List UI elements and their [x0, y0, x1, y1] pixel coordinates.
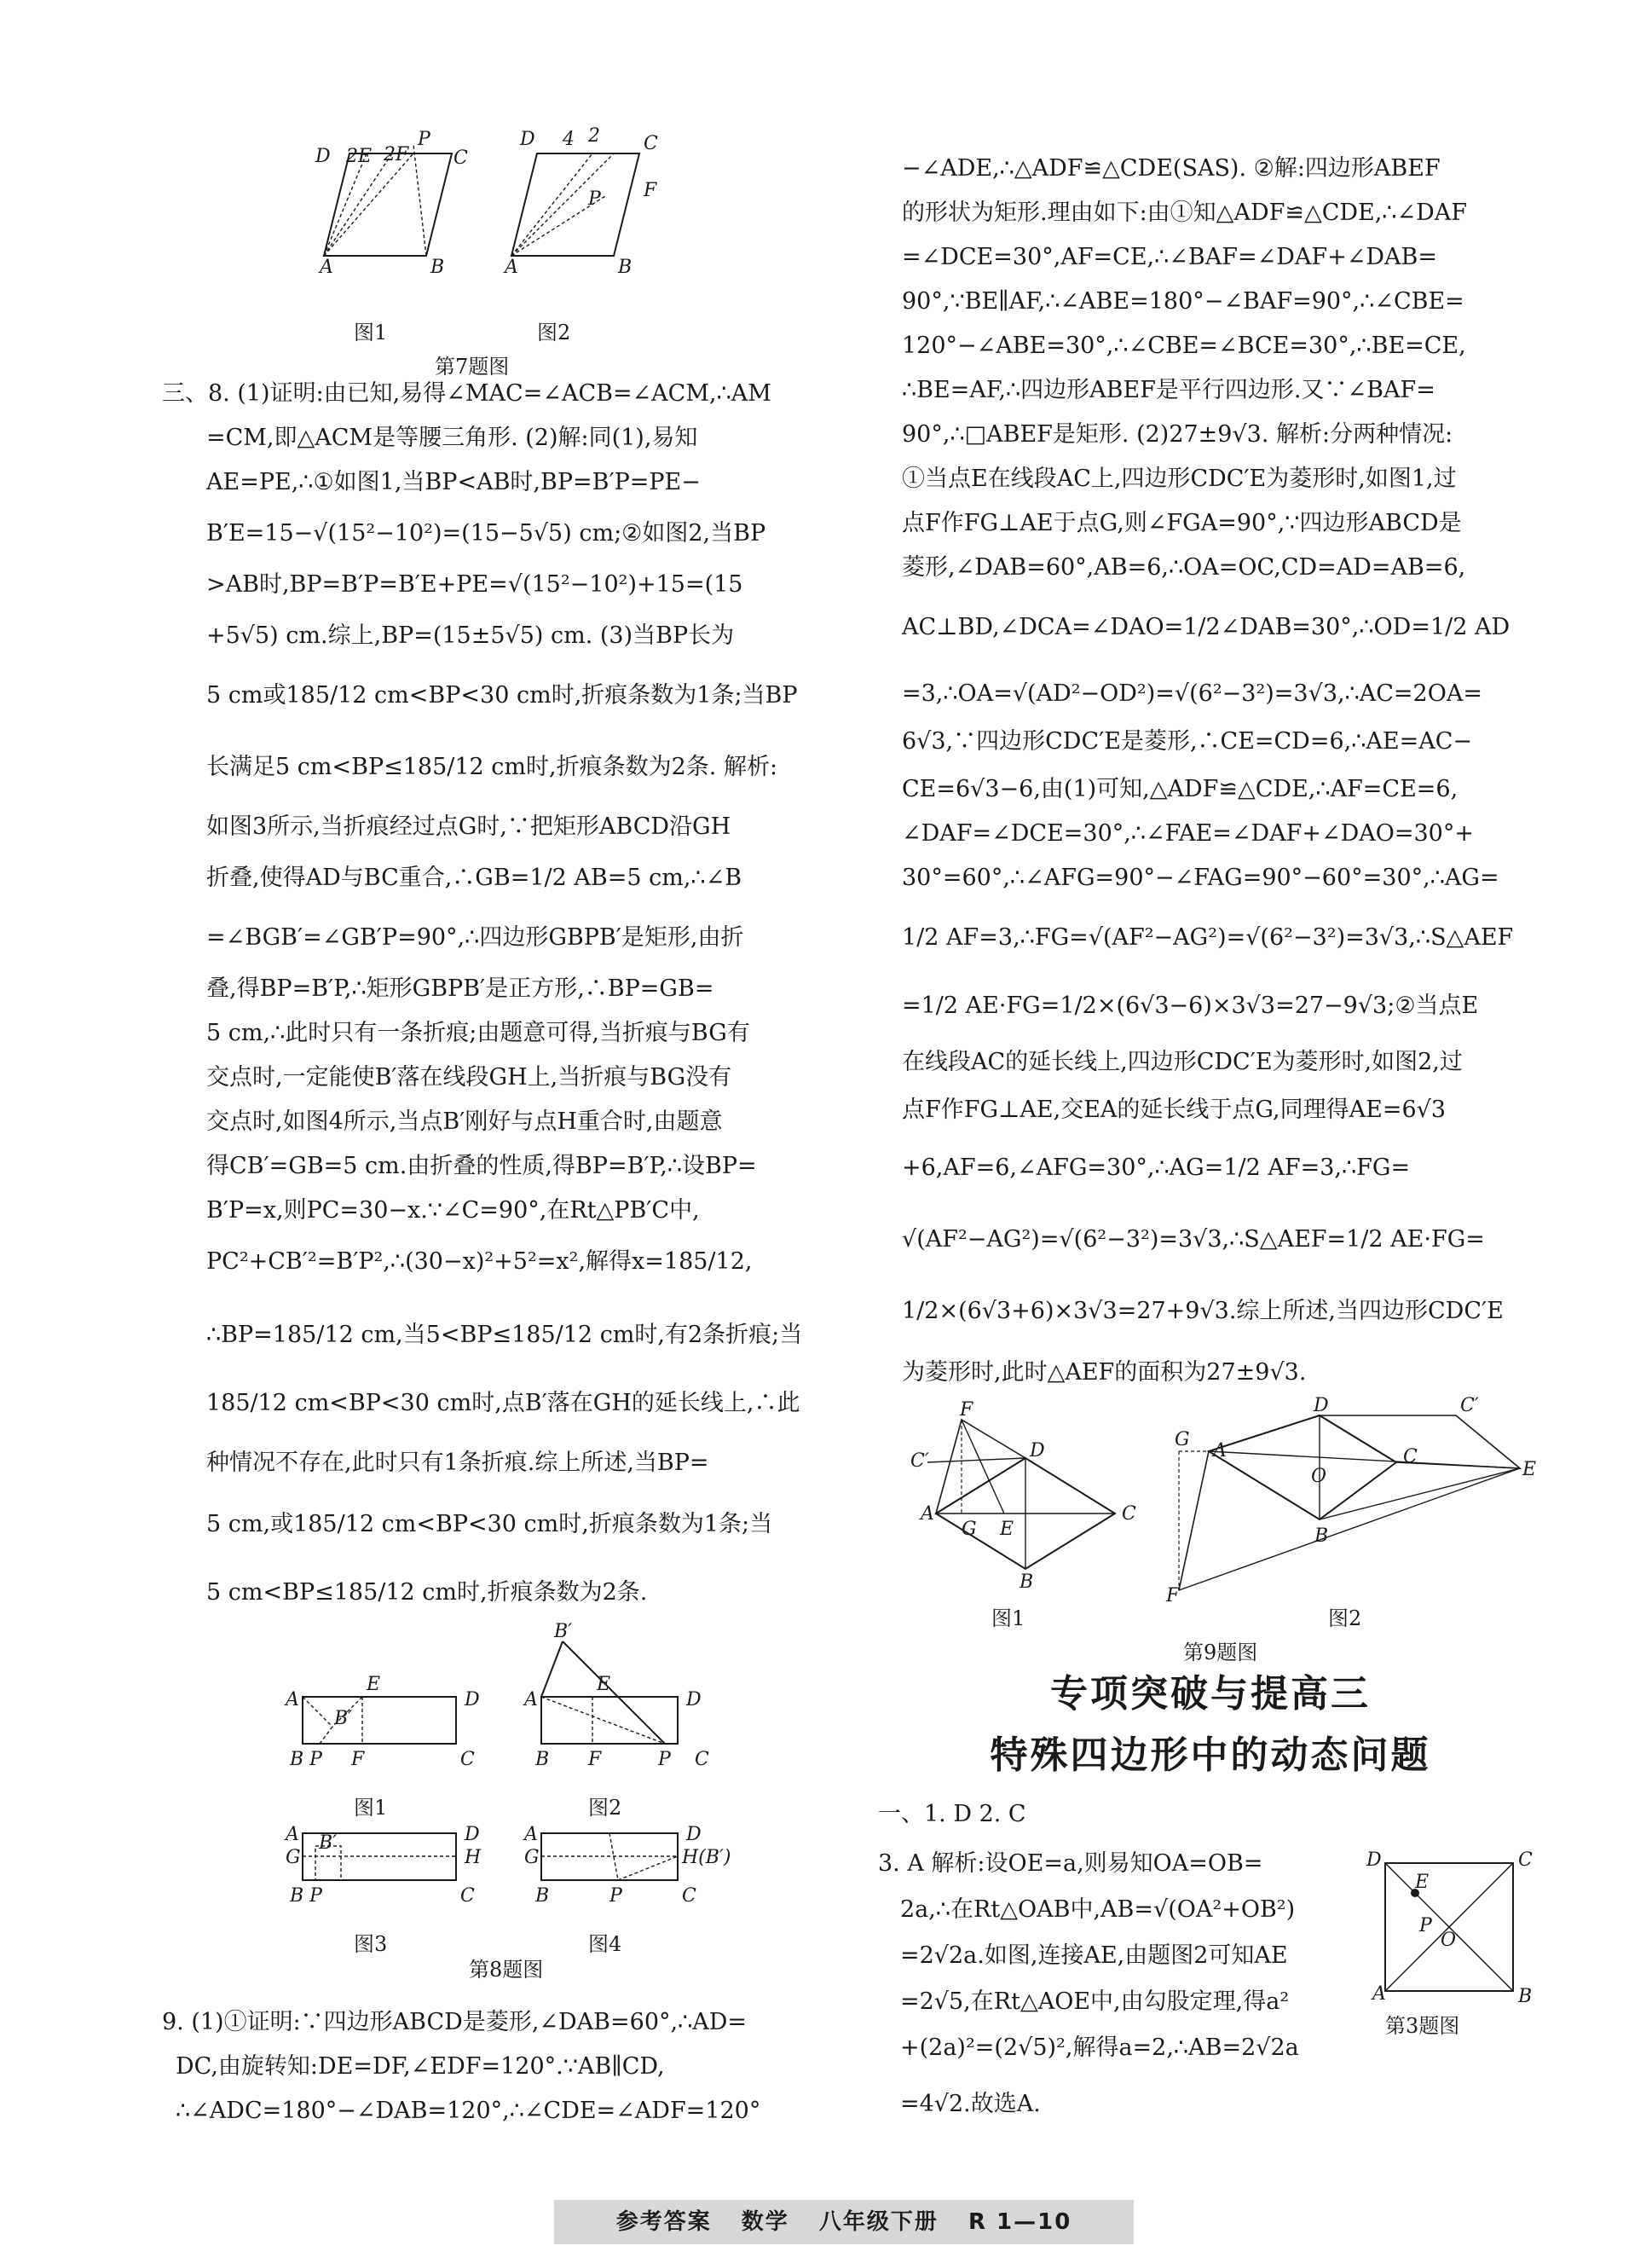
svg-text:C: C	[695, 1749, 709, 1770]
fig8-label-3: 图3	[354, 1932, 388, 1956]
fig7-label-1: 图1	[354, 321, 388, 344]
svg-text:G: G	[524, 1847, 540, 1868]
svg-text:C′: C′	[910, 1450, 929, 1472]
figure-9	[910, 1395, 1537, 1664]
q9-line-1: 9. (1)①证明:∵四边形ABCD是菱形,∠DAB=60°,∴AD=	[162, 2009, 748, 2035]
q8-line-22: 5 cm,或185/12 cm<BP<30 cm时,折痕条数为1条;当	[206, 1511, 773, 1537]
q3-line-6: =4√2.故选A.	[900, 2091, 1041, 2117]
fig8-caption: 第8题图	[469, 1958, 544, 1982]
fig9-label-1: 图1	[991, 1606, 1025, 1630]
svg-text:B: B	[430, 257, 445, 278]
q9b-line-12: =3,∴OA=√(AD²−OD²)=√(6²−3²)=3√3,∴AC=2OA=	[902, 680, 1482, 707]
q8-line-12: 叠,得BP=B′P,∴矩形GBPB′是正方形,∴BP=GB=	[206, 975, 714, 1002]
svg-text:O: O	[1441, 1930, 1457, 1951]
svg-text:E: E	[367, 1674, 381, 1695]
svg-text:C: C	[460, 1749, 475, 1770]
svg-text:P: P	[588, 188, 601, 210]
svg-text:4: 4	[563, 129, 575, 150]
svg-text:2: 2	[588, 125, 600, 147]
svg-text:2F: 2F	[384, 144, 409, 165]
q3-line-3: =2√2a.如图,连接AE,由题图2可知AE	[900, 1942, 1288, 1969]
q9b-line-23: 1/2×(6√3+6)×3√3=27+9√3.综上所述,当四边形CDC′E	[902, 1298, 1504, 1324]
svg-text:B: B	[618, 257, 632, 278]
section-title-1: 专项突破与提高三	[1050, 1672, 1371, 1716]
q9b-line-22: √(AF²−AG²)=√(6²−3²)=3√3,∴S△AEF=1/2 AE·FG=	[902, 1226, 1485, 1253]
q8-line-13: 5 cm,∴此时只有一条折痕;由题意可得,当折痕与BG有	[206, 1020, 750, 1046]
svg-text:C: C	[1518, 1849, 1533, 1871]
svg-text:A: A	[320, 257, 333, 278]
svg-text:D: D	[1314, 1395, 1329, 1416]
fig9-caption: 第9题图	[1183, 1641, 1258, 1664]
svg-text:B: B	[1020, 1571, 1034, 1593]
svg-text:E: E	[597, 1674, 611, 1695]
q3-line-5: +(2a)²=(2√5)²,解得a=2,∴AB=2√2a	[900, 2034, 1299, 2061]
svg-text:O: O	[1311, 1466, 1327, 1487]
q8-line-7: 5 cm或185/12 cm<BP<30 cm时,折痕条数为1条;当BP	[206, 682, 798, 709]
svg-text:F: F	[960, 1399, 973, 1421]
svg-text:A: A	[524, 1824, 538, 1845]
svg-text:C: C	[1403, 1446, 1418, 1467]
svg-text:P: P	[658, 1749, 671, 1770]
svg-text:D: D	[1366, 1849, 1382, 1871]
footer-subject: 数学	[741, 2209, 789, 2235]
svg-text:A: A	[286, 1824, 299, 1845]
q9b-line-1: −∠ADE,∴△ADF≌△CDE(SAS). ②解:四边形ABEF	[902, 155, 1441, 182]
svg-text:D: D	[686, 1824, 702, 1845]
q9b-line-17: 1/2 AF=3,∴FG=√(AF²−AG²)=√(6²−3²)=3√3,∴S△AEF	[902, 924, 1514, 951]
q8-line-5: >AB时,BP=B′P=B′E+PE=√(15²−10²)+15=(15	[206, 571, 743, 598]
q8-line-18: PC²+CB′²=B′P²,∴(30−x)²+5²=x²,解得x=185/12,	[206, 1248, 753, 1275]
svg-text:D: D	[315, 146, 331, 167]
figure-7	[315, 125, 673, 379]
q8-line-15: 交点时,如图4所示,当点B′刚好与点H重合时,由题意	[206, 1108, 723, 1135]
q9b-line-5: 120°−∠ABE=30°,∴∠CBE=∠BCE=30°,∴BE=CE,	[902, 333, 1466, 359]
figure-8-diagrams	[281, 1621, 731, 1944]
svg-text:C: C	[453, 148, 468, 169]
svg-text:F: F	[644, 180, 657, 201]
figure-7-diagrams	[315, 125, 673, 324]
fig8-label-2: 图2	[588, 1796, 622, 1820]
svg-text:C: C	[1122, 1503, 1136, 1525]
q9b-line-9: 点F作FG⊥AE于点G,则∠FGA=90°,∵四边形ABCD是	[902, 510, 1462, 536]
svg-text:G: G	[962, 1519, 977, 1540]
svg-text:P: P	[609, 1885, 622, 1907]
svg-text:A: A	[1372, 1983, 1386, 2005]
q9b-line-3: =∠DCE=30°,AF=CE,∴∠BAF=∠DAF+∠DAB=	[902, 244, 1437, 270]
q8-line-8: 长满足5 cm<BP≤185/12 cm时,折痕条数为2条. 解析:	[206, 754, 778, 780]
svg-text:D: D	[520, 129, 535, 150]
figure-8	[281, 1621, 731, 1982]
fig8-label-1: 图1	[354, 1796, 388, 1820]
svg-text:B P: B P	[290, 1885, 322, 1907]
q8-line-20: 185/12 cm<BP<30 cm时,点B′落在GH的延长线上,∴此	[206, 1390, 800, 1416]
q9b-line-4: 90°,∵BE∥AF,∴∠ABE=180°−∠BAF=90°,∴∠CBE=	[902, 288, 1464, 315]
svg-text:G: G	[1175, 1429, 1190, 1450]
q9b-line-16: 30°=60°,∴∠AFG=90°−∠FAG=90°−60°=30°,∴AG=	[902, 865, 1499, 891]
q8-line-23: 5 cm<BP≤185/12 cm时,折痕条数为2条.	[206, 1579, 648, 1606]
svg-text:A: A	[1213, 1440, 1227, 1461]
svg-text:B: B	[535, 1749, 550, 1770]
q9b-line-15: ∠DAF=∠DCE=30°,∴∠FAE=∠DAF+∠DAO=30°+	[902, 820, 1474, 847]
figure-9-diagrams	[910, 1395, 1537, 1606]
svg-text:A: A	[921, 1503, 934, 1525]
fig-q3-caption: 第3题图	[1385, 2014, 1460, 2038]
svg-text:D: D	[1030, 1440, 1045, 1461]
q3-line-2: 2a,∴在Rt△OAB中,AB=√(OA²+OB²)	[900, 1896, 1296, 1923]
svg-text:D: D	[686, 1689, 702, 1710]
svg-text:P: P	[1419, 1915, 1432, 1936]
svg-text:D: D	[465, 1689, 480, 1710]
svg-text:B P: B P	[290, 1749, 322, 1770]
svg-text:A: A	[505, 257, 518, 278]
q9-line-2: DC,由旋转知:DE=DF,∠EDF=120°.∵AB∥CD,	[176, 2053, 665, 2080]
q9b-line-13: 6√3,∵四边形CDC′E是菱形,∴CE=CD=6,∴AE=AC−	[902, 728, 1473, 755]
svg-text:E: E	[1415, 1872, 1430, 1893]
svg-text:C: C	[460, 1885, 475, 1907]
q8-line-10: 折叠,使得AD与BC重合,∴GB=1/2 AB=5 cm,∴∠B	[206, 865, 742, 891]
svg-text:G: G	[286, 1847, 301, 1868]
q8-line-9: 如图3所示,当折痕经过点G时,∵把矩形ABCD沿GH	[206, 813, 731, 840]
q9b-line-8: ①当点E在线段AC上,四边形CDC′E为菱形时,如图1,过	[902, 466, 1457, 492]
svg-text:2E: 2E	[346, 146, 373, 167]
fig8-label-4: 图4	[588, 1932, 622, 1956]
q8-line-1: 三、8. (1)证明:由已知,易得∠MAC=∠ACB=∠ACM,∴AM	[162, 380, 771, 407]
svg-text:A: A	[286, 1689, 299, 1710]
svg-text:P: P	[418, 129, 430, 150]
q8-line-4: B′E=15−√(15²−10²)=(15−5√5) cm;②如图2,当BP	[206, 520, 766, 547]
svg-text:B′: B′	[554, 1621, 573, 1642]
svg-text:H: H	[465, 1847, 482, 1868]
section-title-2: 特殊四边形中的动态问题	[990, 1733, 1431, 1777]
svg-text:E: E	[1000, 1519, 1014, 1540]
svg-text:B: B	[1518, 1986, 1533, 2007]
q3-line-1: 3. A 解析:设OE=a,则易知OA=OB=	[878, 1850, 1263, 1877]
q9b-line-7: 90°,∴□ABEF是矩形. (2)27±9√3. 解析:分两种情况:	[902, 421, 1453, 448]
svg-text:E: E	[1522, 1459, 1537, 1480]
fig9-label-2: 图2	[1328, 1606, 1362, 1630]
svg-text:C: C	[644, 133, 658, 154]
q8-line-17: B′P=x,则PC=30−x.∵∠C=90°,在Rt△PB′C中,	[206, 1197, 700, 1224]
q8-line-19: ∴BP=185/12 cm,当5<BP≤185/12 cm时,有2条折痕;当	[206, 1322, 803, 1348]
footer-answer-key: 参考答案	[615, 2209, 712, 2235]
svg-text:B′: B′	[319, 1832, 338, 1854]
q9b-line-21: +6,AF=6,∠AFG=30°,∴AG=1/2 AF=3,∴FG=	[902, 1155, 1411, 1181]
q8-line-6: +5√5) cm.综上,BP=(15±5√5) cm. (3)当BP长为	[206, 622, 735, 649]
q9b-line-19: 在线段AC的延长线上,四边形CDC′E为菱形时,如图2,过	[902, 1049, 1463, 1075]
fig7-caption: 第7题图	[435, 355, 510, 379]
q9b-line-20: 点F作FG⊥AE,交EA的延长线于点G,同理得AE=6√3	[902, 1097, 1447, 1123]
q9b-line-14: CE=6√3−6,由(1)可知,△ADF≌△CDE,∴AF=CE=6,	[902, 776, 1458, 802]
page-footer	[554, 2200, 1134, 2244]
q3-line-4: =2√5,在Rt△AOE中,由勾股定理,得a²	[900, 1988, 1290, 2015]
svg-text:C: C	[682, 1885, 696, 1907]
q8-line-16: 得CB′=GB=5 cm.由折叠的性质,得BP=B′P,∴设BP=	[206, 1153, 757, 1179]
q8-line-14: 交点时,一定能使B′落在线段GH上,当折痕与BG没有	[206, 1064, 732, 1091]
q9b-line-6: ∴BE=AF,∴四边形ABEF是平行四边形.又∵∠BAF=	[902, 377, 1435, 403]
footer-grade: 八年级下册	[818, 2209, 939, 2235]
q8-line-2: =CM,即△ACM是等腰三角形. (2)解:同(1),易知	[206, 425, 698, 451]
q8-line-21: 种情况不存在,此时只有1条折痕.综上所述,当BP=	[206, 1450, 709, 1476]
svg-text:H(B′): H(B′)	[682, 1847, 731, 1868]
footer-page-code: R 1—10	[968, 2209, 1072, 2235]
svg-text:D: D	[465, 1824, 480, 1845]
svg-text:B′: B′	[334, 1708, 353, 1729]
fig7-label-2: 图2	[537, 321, 571, 344]
svg-text:F: F	[1166, 1585, 1180, 1606]
figure-q3	[1360, 1849, 1533, 2038]
q9b-line-11: AC⊥BD,∠DCA=∠DAO=1/2∠DAB=30°,∴OD=1/2 AD	[902, 614, 1510, 640]
q8-line-11: =∠BGB′=∠GB′P=90°,∴四边形GBPB′是矩形,由折	[206, 924, 744, 951]
figure-q3-diagram	[1360, 1849, 1533, 2021]
svg-text:F: F	[351, 1749, 365, 1770]
q9b-line-24: 为菱形时,此时△AEF的面积为27±9√3.	[902, 1359, 1307, 1386]
svg-text:B: B	[535, 1885, 550, 1907]
answers-1-2: 一、1. D 2. C	[878, 1801, 1026, 1827]
q9-line-3: ∴∠ADC=180°−∠DAB=120°,∴∠CDE=∠ADF=120°	[176, 2098, 761, 2124]
svg-text:B: B	[1314, 1525, 1329, 1547]
svg-text:C′: C′	[1460, 1395, 1479, 1416]
q9b-line-18: =1/2 AE·FG=1/2×(6√3−6)×3√3=27−9√3;②当点E	[902, 993, 1479, 1019]
q9b-line-10: 菱形,∠DAB=60°,AB=6,∴OA=OC,CD=AD=AB=6,	[902, 554, 1466, 581]
svg-text:A: A	[524, 1689, 538, 1710]
q8-line-3: AE=PE,∴①如图1,当BP<AB时,BP=B′P=PE−	[206, 469, 701, 495]
q9b-line-2: 的形状为矩形.理由如下:由①知△ADF≌△CDE,∴∠DAF	[902, 200, 1467, 226]
svg-text:F: F	[588, 1749, 602, 1770]
